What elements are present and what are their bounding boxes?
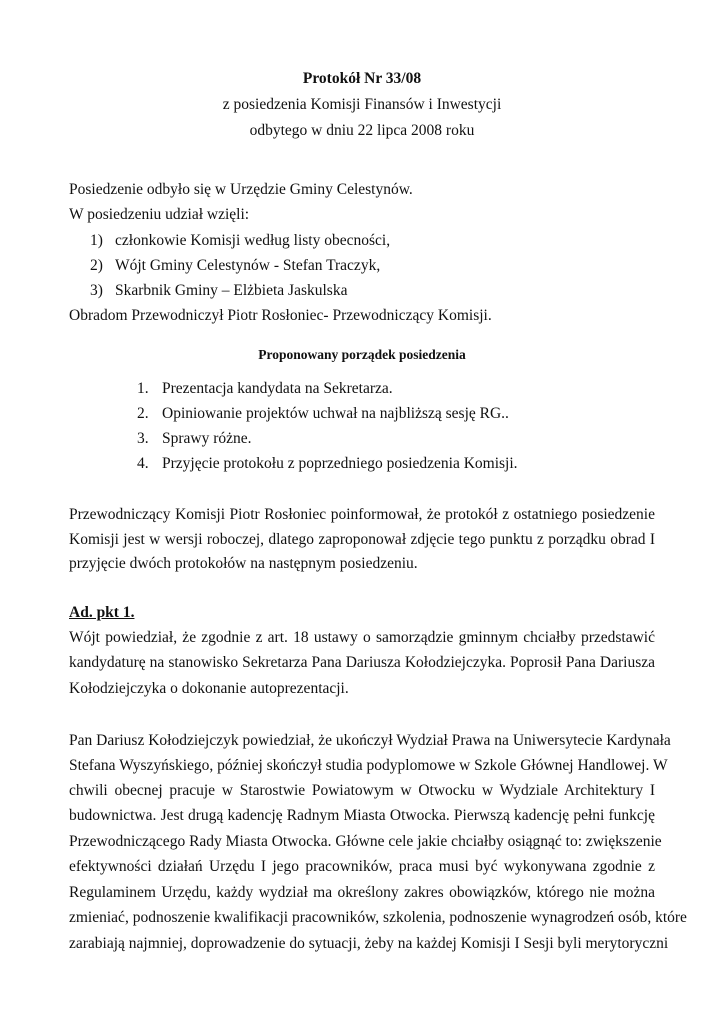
agenda-text: Opiniowanie projektów uchwał na najbliższą sesję RG.. — [162, 405, 509, 422]
attendee-text: Wójt Gminy Celestynów - Stefan Traczyk, — [115, 257, 381, 274]
paragraph-line: Stefana Wyszyńskiego, później skończył studia podyplomowe w Szkole Głównej Handlowej. W — [69, 757, 668, 774]
agenda-number: 4. — [137, 455, 149, 472]
paragraph-line: efektywności działań Urzędu I jego pracowników, praca musi być wykonywana zgodnie z — [69, 858, 655, 875]
agenda-number: 2. — [137, 405, 149, 422]
paragraph-line: Kołodziejczyka o dokonanie autoprezentacji. — [69, 680, 349, 697]
attendee-number: 3) — [90, 282, 103, 299]
paragraph-line: zmieniać, podnoszenie kwalifikacji pracowników, szkolenia, podnoszenie wynagrodzeń osób, które — [69, 909, 687, 926]
paragraph-line: Komisji jest w wersji roboczej, dlatego zaproponował zdjęcie tego punktu z porządku obrad I — [69, 531, 655, 548]
paragraph-line: przyjęcie dwóch protokołów na następnym posiedzeniu. — [69, 555, 418, 572]
section-heading: Ad. pkt 1. — [69, 604, 135, 621]
agenda-item — [137, 430, 252, 448]
agenda-item — [137, 405, 509, 423]
paragraph-line: Wójt powiedział, że zgodnie z art. 18 ustawy o samorządzie gminnym chciałby przedstawić — [69, 629, 655, 646]
agenda-item — [137, 380, 393, 398]
document-title: Protokół Nr 33/08 — [302, 70, 422, 87]
paragraph-line: zarabiają najmniej, doprowadzenie do sytuacji, żeby na każdej Komisji I Sesji byli merytoryczni — [69, 935, 669, 952]
attendee-number: 2) — [90, 257, 103, 274]
attendee-item — [90, 257, 380, 275]
paragraph-line: Przewodniczącego Rady Miasta Otwocka. Główne cele jakie chciałby osiągnąć to: zwiększenie — [69, 833, 662, 850]
paragraph-line: kandydaturę na stanowisko Sekretarza Pana Dariusza Kołodziejczyka. Poprosił Pana Dariusza — [69, 654, 655, 671]
paragraph-line: Pan Dariusz Kołodziejczyk powiedział, że ukończył Wydział Prawa na Uniwersytecie Kardynała — [69, 732, 671, 749]
attendee-number: 1) — [90, 232, 103, 249]
attendees-label: W posiedzeniu udział wzięli: — [69, 206, 250, 223]
document-date-line: odbytego w dniu 22 lipca 2008 roku — [249, 122, 475, 139]
attendee-item — [90, 232, 390, 250]
attendee-item — [90, 282, 347, 300]
agenda-text: Sprawy różne. — [162, 430, 252, 447]
attendee-text: członkowie Komisji według listy obecności, — [115, 232, 391, 249]
agenda-title: Proponowany porządek posiedzenia — [258, 347, 466, 362]
paragraph-line: chwili obecnej pracuje w Starostwie Powiatowym w Otwocku w Wydziale Architektury I — [69, 782, 655, 799]
agenda-number: 3. — [137, 430, 149, 447]
paragraph-line: budownictwa. Jest drugą kadencję Radnym Miasta Otwocka. Pierwszą kadencję pełni funkcję — [69, 807, 655, 824]
agenda-item — [137, 455, 518, 473]
meeting-place: Posiedzenie odbyło się w Urzędzie Gminy Celestynów. — [69, 181, 413, 198]
paragraph-line: Przewodniczący Komisji Piotr Rosłoniec poinformował, że protokół z ostatniego posiedzenie — [69, 506, 655, 523]
document-subtitle: z posiedzenia Komisji Finansów i Inwestycji — [222, 96, 502, 113]
agenda-number: 1. — [137, 380, 149, 397]
attendee-text: Skarbnik Gminy – Elżbieta Jaskulska — [115, 282, 348, 299]
agenda-text: Przyjęcie protokołu z poprzedniego posiedzenia Komisji. — [162, 455, 518, 472]
agenda-text: Prezentacja kandydata na Sekretarza. — [162, 380, 393, 397]
meeting-chair: Obradom Przewodniczył Piotr Rosłoniec- Przewodniczący Komisji. — [69, 307, 492, 324]
paragraph-line: Regulaminem Urzędu, każdy wydział ma określony zakres obowiązków, którego nie można — [69, 884, 655, 901]
